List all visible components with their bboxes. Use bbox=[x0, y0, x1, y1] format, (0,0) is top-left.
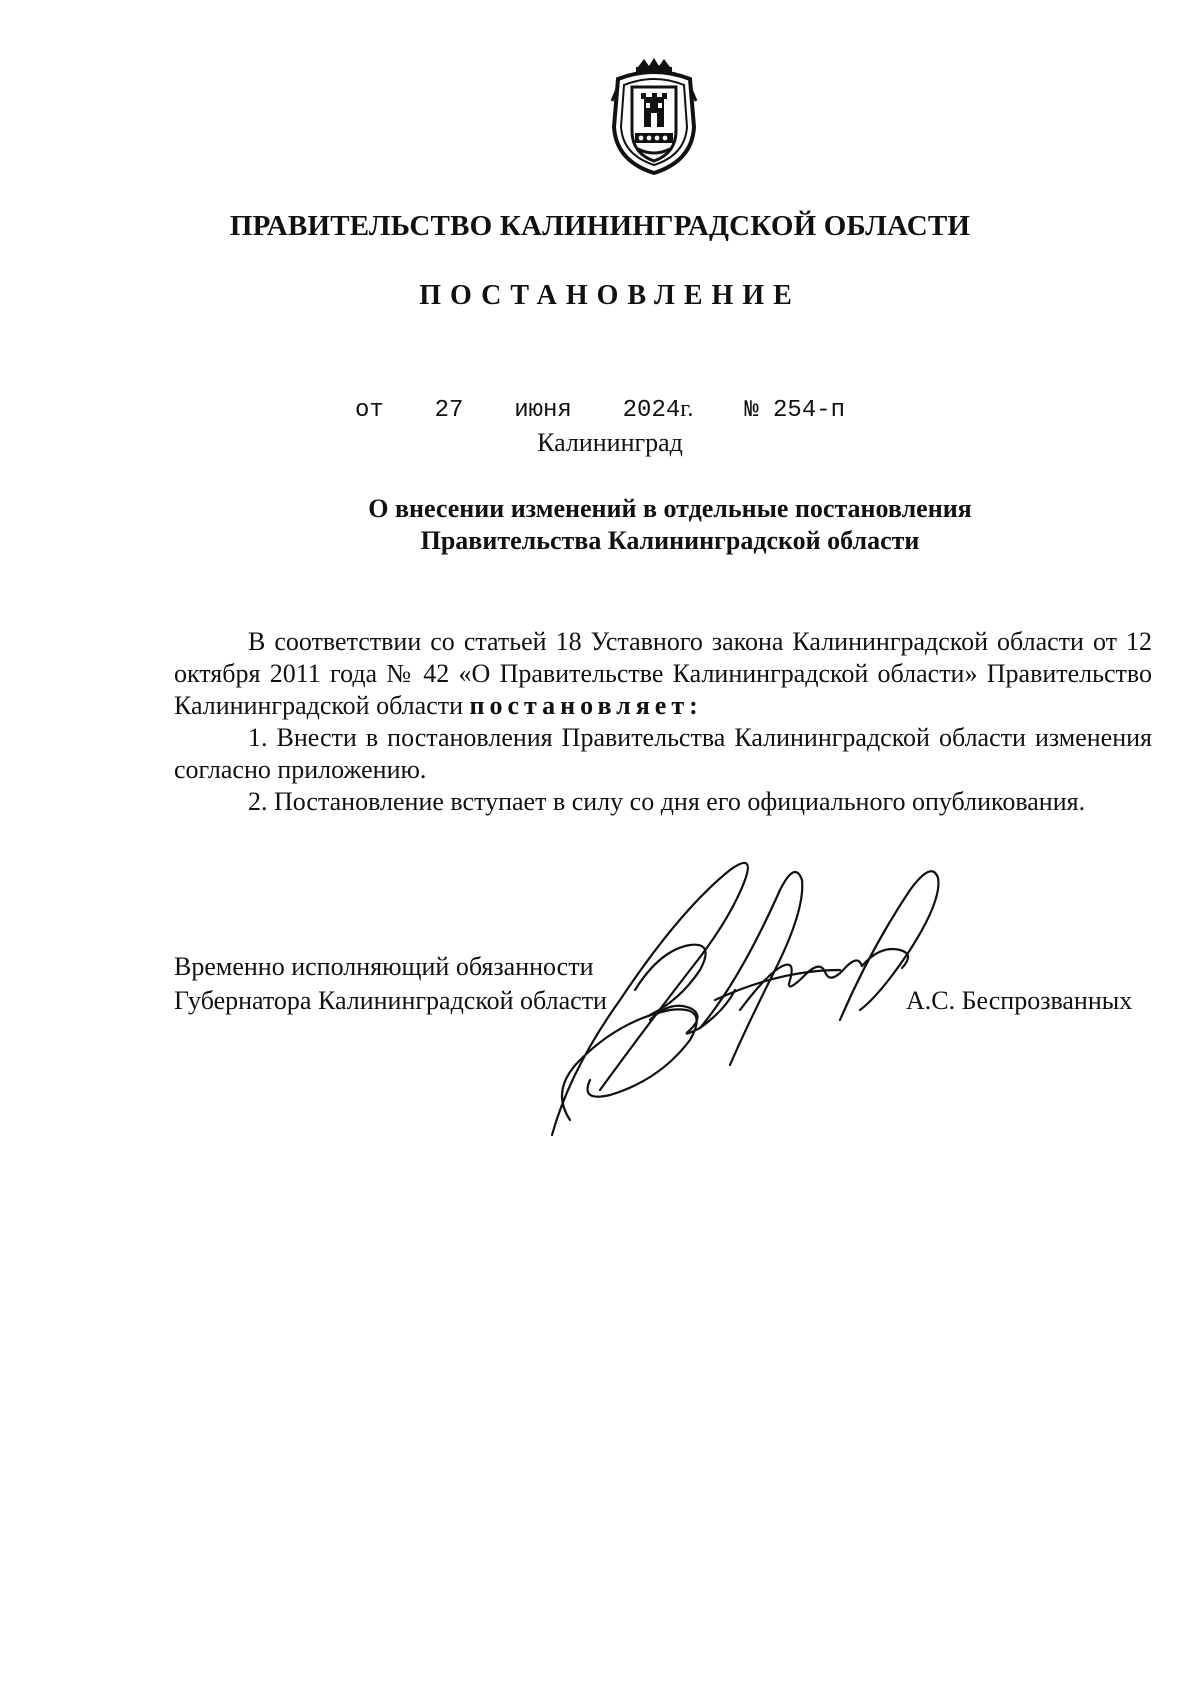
position-line-2: Губернатора Калининградской области bbox=[174, 986, 607, 1015]
date-month: июня bbox=[514, 397, 572, 424]
scan-speck bbox=[1075, 598, 1081, 602]
date-number-line bbox=[0, 396, 1200, 424]
subject-line-1: О внесении изменений в отдельные постановления bbox=[368, 494, 972, 523]
number-sign: № bbox=[744, 397, 759, 424]
city: Калининград bbox=[537, 428, 683, 457]
preamble-paragraph bbox=[174, 626, 1152, 722]
item-1: 1. Внести в постановления Правительства Калининградской области изменения согласно приложению. bbox=[174, 723, 1152, 784]
resolves-word: постановляет: bbox=[469, 691, 703, 720]
document-number: 254-п bbox=[773, 397, 846, 424]
subject-line-2: Правительства Калининградской области bbox=[420, 526, 920, 555]
coat-of-arms-icon bbox=[608, 57, 700, 175]
document-body bbox=[174, 626, 1152, 818]
item-2: 2. Постановление вступает в силу со дня его официального опубликования. bbox=[248, 787, 1086, 816]
position-line-1: Временно исполняющий обязанности bbox=[174, 952, 594, 981]
signatory-name: А.С. Беспрозванных bbox=[906, 986, 1133, 1015]
date-year: 2024 bbox=[622, 397, 681, 424]
document-subject bbox=[320, 493, 1020, 557]
preamble-text: В соответствии со статьей 18 Уставного закона Калининградской области от 12 октября 2011 года № 42 «О Правительстве Калининградской области» Правительство Калининградской области bbox=[174, 627, 1152, 720]
document-type: ПОСТАНОВЛЕНИЕ bbox=[419, 280, 801, 311]
date-day: 27 bbox=[434, 397, 464, 424]
handwritten-signature-icon bbox=[540, 850, 980, 1140]
organization-title: ПРАВИТЕЛЬСТВО КАЛИНИНГРАДСКОЙ ОБЛАСТИ bbox=[229, 210, 971, 242]
date-prefix: от bbox=[354, 397, 384, 424]
date-year-suffix: г. bbox=[680, 396, 694, 422]
